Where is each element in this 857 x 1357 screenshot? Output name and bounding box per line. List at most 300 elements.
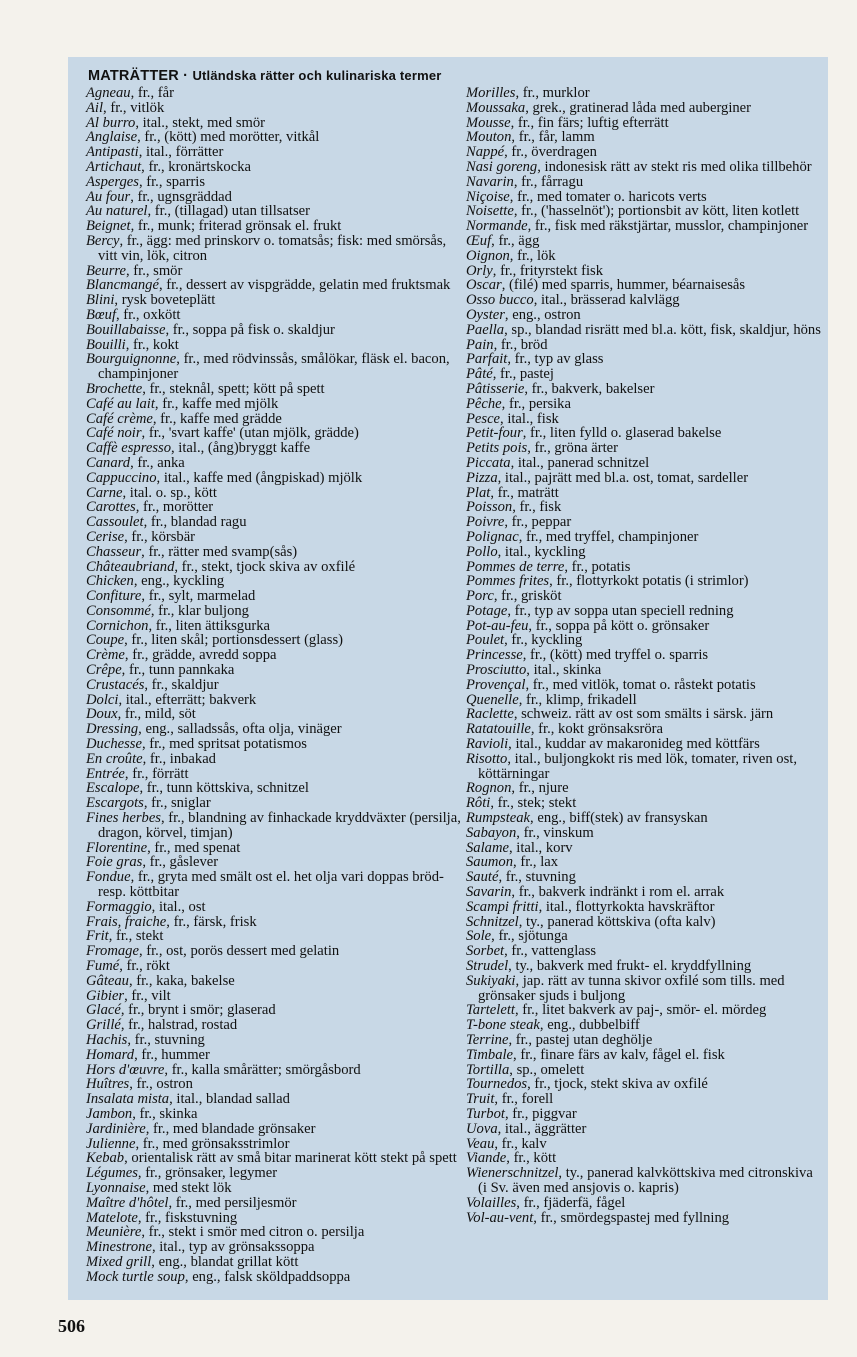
entry-term: Porc <box>466 588 494 605</box>
entry-term: Osso bucco <box>466 292 534 309</box>
entry-term: Au naturel <box>86 203 148 220</box>
glossary-entry <box>466 249 822 264</box>
glossary-entry <box>86 1181 462 1196</box>
entry-definition: , ital., flottyrkokta havskräftor <box>538 898 715 915</box>
entry-term: Bœuf <box>86 306 116 323</box>
entry-definition: , ital., brässerad kalvlägg <box>533 292 680 309</box>
glossary-entry <box>466 545 822 560</box>
entry-definition: , fr., frityrstekt fisk <box>492 262 604 279</box>
entry-term: Pain <box>466 336 494 353</box>
entry-term: Carne <box>86 484 123 501</box>
entry-term: Insalata mista <box>86 1091 170 1108</box>
glossary-entry <box>466 190 822 205</box>
entry-definition: , fr., dessert av vispgrädde, gelatin med fruktsmak <box>158 277 451 294</box>
entry-definition: , fr., med vitlök, tomat o. råstekt potatis <box>525 676 756 693</box>
entry-term: Florentine <box>86 839 148 856</box>
entry-term: Minestrone <box>86 1239 152 1256</box>
glossary-entry <box>86 900 462 915</box>
glossary-entry <box>86 130 462 145</box>
entry-definition: , orientalisk rätt av små bitar marinerat kött stekt på spett <box>124 1150 457 1167</box>
entry-term: Consommé <box>86 602 151 619</box>
entry-term: Rognon <box>466 780 512 797</box>
glossary-entry <box>466 885 822 900</box>
entry-definition: , fr., inbakad <box>142 750 216 767</box>
glossary-entry <box>466 959 822 974</box>
entry-term: Oignon <box>466 247 510 264</box>
glossary-entry <box>86 426 462 441</box>
entry-term: Pâtisserie <box>466 380 525 397</box>
glossary-entry <box>466 870 822 885</box>
entry-definition: , fr., soppa på kött o. grönsaker <box>528 617 710 634</box>
glossary-entry <box>86 382 462 397</box>
glossary-entry <box>466 264 822 279</box>
entry-term: Pollo <box>466 543 498 560</box>
glossary-entry <box>466 900 822 915</box>
entry-definition: , schweiz. rätt av ost som smälts i särsk. järn <box>513 706 774 723</box>
entry-definition: , fr., liten skål; portionsdessert (glass) <box>124 632 343 649</box>
glossary-entry <box>466 1122 822 1137</box>
entry-term: Frais, fraiche <box>86 913 167 930</box>
entry-term: Strudel <box>466 958 509 975</box>
entry-definition: , fr., gåslever <box>142 854 219 871</box>
entry-definition: , fr., maträtt <box>490 484 559 501</box>
entry-term: Crêpe <box>86 662 122 679</box>
entry-term: Matelote <box>86 1209 138 1226</box>
glossary-entry <box>466 219 822 234</box>
entry-term: Niçoise <box>466 188 510 205</box>
glossary-entry <box>466 412 822 427</box>
entry-term: Œuf <box>466 232 492 249</box>
glossary-entry <box>86 219 462 234</box>
entry-definition: , fr., pastej utan deghölje <box>508 1032 653 1048</box>
entry-term: Crustacés <box>86 676 145 693</box>
entry-definition: , fr., steknål, spett; kött på spett <box>142 380 325 397</box>
entry-term: Hachis <box>86 1032 128 1048</box>
glossary-entry <box>86 678 462 693</box>
entry-definition: , fr., får, lamm <box>511 129 595 146</box>
glossary-entry <box>466 278 822 293</box>
entry-definition: , fr., flottyrkokt potatis (i strimlor) <box>549 573 749 590</box>
glossary-entry <box>86 915 462 930</box>
entry-definition: , fr., murklor <box>515 85 590 101</box>
entry-term: Timbale <box>466 1046 514 1063</box>
entry-definition: , fr., fårragu <box>513 173 584 190</box>
glossary-entry <box>86 1151 462 1166</box>
entry-definition: , fr., med blandade grönsaker <box>145 1120 316 1137</box>
glossary-entry <box>86 752 462 767</box>
glossary-entry <box>466 1063 822 1078</box>
glossary-entry <box>466 1077 822 1092</box>
glossary-entry <box>86 412 462 427</box>
glossary-entry <box>466 811 822 826</box>
entry-definition: , fr., vitlök <box>103 99 165 116</box>
glossary-entry <box>466 648 822 663</box>
entry-definition: , ital., kaffe med (ångpiskad) mjölk <box>156 469 363 486</box>
glossary-entry <box>86 530 462 545</box>
entry-term: Lyonnaise <box>86 1179 146 1196</box>
entry-term: Ravioli <box>466 736 509 753</box>
entry-term: Poivre <box>466 514 505 531</box>
entry-definition: , fr., peppar <box>504 514 572 531</box>
entry-term: Brochette <box>86 380 143 397</box>
entry-definition: , ital., typ av grönsakssoppa <box>151 1239 315 1256</box>
entry-definition: , fr., med spritsat potatismos <box>141 736 307 753</box>
entry-term: Nappé <box>466 144 505 161</box>
glossary-entry <box>466 737 822 752</box>
glossary-entry <box>466 1048 822 1063</box>
glossary-entry <box>86 619 462 634</box>
entry-definition: , fr., färsk, frisk <box>166 913 257 930</box>
glossary-entry <box>86 190 462 205</box>
entry-definition: , fr., anka <box>130 454 185 471</box>
entry-term: Poulet <box>466 632 505 649</box>
entry-term: Foie gras <box>86 854 143 871</box>
entry-term: Vol-au-vent <box>466 1209 534 1226</box>
entry-term: Coupe <box>86 632 125 649</box>
entry-definition: , fr., kaka, bakelse <box>128 972 235 989</box>
glossary-entry <box>86 471 462 486</box>
entry-term: Cornichon <box>86 617 149 634</box>
entry-definition: , sp., omelett <box>509 1061 585 1078</box>
entry-definition: , fr., med persiljesmör <box>168 1194 297 1211</box>
glossary-entry <box>86 175 462 190</box>
glossary-entry <box>466 308 822 323</box>
glossary-entry <box>86 1107 462 1122</box>
entry-definition: , fr., kalla smårätter; smörgåsbord <box>164 1061 361 1078</box>
glossary-entry <box>466 530 822 545</box>
glossary-entry <box>86 1166 462 1181</box>
glossary-entry <box>466 604 822 619</box>
glossary-entry <box>466 560 822 575</box>
entry-definition: , jap. rätt av tunna skivor oxfilé som tills. med grönsaker sjuds i buljong <box>478 972 785 1004</box>
entry-term: Oyster <box>466 306 505 323</box>
entry-definition: , eng., ostron <box>504 306 581 323</box>
entry-definition: , fr., ugnsgräddad <box>130 188 232 205</box>
glossary-entry <box>466 1211 822 1226</box>
entry-definition: , fr., kaffe med mjölk <box>154 395 279 412</box>
glossary-entry <box>86 648 462 663</box>
entry-definition: , fr., (kött) med morötter, vitkål <box>137 129 320 146</box>
glossary-entry <box>466 145 822 160</box>
glossary-entry <box>86 352 462 382</box>
entry-definition: , fr., tjock, stekt skiva av oxfilé <box>527 1076 708 1093</box>
entry-definition: , fr., litet bakverk av paj-, smör- el. mördeg <box>514 1002 767 1019</box>
entry-definition: , fr., med tryffel, champinjoner <box>518 528 699 545</box>
glossary-entry <box>86 841 462 856</box>
glossary-entry <box>466 101 822 116</box>
entry-term: Blini <box>86 292 115 309</box>
entry-term: Raclette <box>466 706 514 723</box>
glossary-entry <box>466 130 822 145</box>
glossary-entry <box>466 204 822 219</box>
glossary-entry <box>86 1225 462 1240</box>
glossary-entry <box>86 1240 462 1255</box>
glossary-entry <box>466 441 822 456</box>
glossary-entry <box>86 959 462 974</box>
glossary-entry <box>86 397 462 412</box>
glossary-entry <box>86 767 462 782</box>
glossary-entry <box>466 915 822 930</box>
entry-term: Café au lait <box>86 395 155 412</box>
entry-definition: , fr., ost, porös dessert med gelatin <box>138 943 340 960</box>
entry-definition: , ital., efterrätt; bakverk <box>118 691 257 708</box>
entry-definition: , fr., potatis <box>564 558 631 575</box>
entry-definition: , ital., stekt, med smör <box>135 114 266 131</box>
entry-term: Al burro <box>86 114 136 131</box>
entry-definition: , rysk boveteplätt <box>114 292 216 309</box>
entry-definition: , fr., blandning av finhackade kryddväxter (persilja, dragon, körvel, timjan) <box>98 810 461 841</box>
entry-term: Blancmangé <box>86 277 159 294</box>
entry-term: Petits pois <box>466 440 528 457</box>
entry-definition: , med stekt lök <box>145 1179 232 1196</box>
entry-term: Wienerschnitzel <box>466 1165 559 1182</box>
entry-term: Veau <box>466 1135 495 1152</box>
entry-definition: , fr., typ av soppa utan speciell redning <box>507 602 734 619</box>
entry-definition: , ty., bakverk med frukt- el. kryddfyllning <box>508 958 752 975</box>
entry-term: Sorbet <box>466 943 505 960</box>
glossary-entry <box>86 989 462 1004</box>
entry-term: Hors d'œuvre <box>86 1061 165 1078</box>
entry-definition: , fr., ägg: med prinskorv o. tomatsås; fisk: med smörsås, vitt vin, lök, citron <box>98 232 447 264</box>
glossary-entry <box>86 944 462 959</box>
entry-definition: , fr., sjötunga <box>491 928 568 945</box>
entry-term: Légumes <box>86 1165 138 1182</box>
entry-term: Viande <box>466 1150 507 1167</box>
entry-term: T-bone steak <box>466 1017 540 1034</box>
entry-definition: , fr., kyckling <box>504 632 583 649</box>
glossary-entry <box>466 574 822 589</box>
glossary-entry <box>86 234 462 264</box>
entry-definition: , fr., får <box>130 85 174 101</box>
glossary-entry <box>466 1003 822 1018</box>
entry-term: Uova <box>466 1120 498 1137</box>
entry-definition: , fr., morötter <box>135 499 214 516</box>
entry-definition: , fr., fin färs; luftig efterrätt <box>510 114 669 131</box>
entry-term: Chasseur <box>86 543 142 560</box>
glossary-entry <box>86 204 462 219</box>
entry-definition: , fr., rätter med svamp(sås) <box>141 543 298 560</box>
entry-term: Pot-au-feu <box>466 617 529 634</box>
glossary-entry <box>86 1003 462 1018</box>
glossary-entry <box>86 1092 462 1107</box>
entry-term: Fines herbes <box>86 810 161 827</box>
entry-term: Formaggio <box>86 898 152 915</box>
glossary-entry <box>86 589 462 604</box>
entry-term: Homard <box>86 1046 135 1063</box>
glossary-entry <box>86 1270 462 1285</box>
entry-term: Rôti <box>466 795 491 812</box>
entry-term: Provençal <box>466 676 526 693</box>
entry-definition: , fr., sparris <box>138 173 206 190</box>
entry-term: Pâté <box>466 366 493 383</box>
entry-term: Caffè espresso <box>86 440 171 457</box>
glossary-entry <box>466 589 822 604</box>
heading-title: MATRÄTTER <box>88 68 179 84</box>
entry-term: Nasi goreng <box>466 158 538 175</box>
entry-definition: , ital., förrätter <box>138 144 224 161</box>
entry-term: Cassoulet <box>86 514 144 531</box>
entry-definition: , fr., fjäderfä, fågel <box>516 1194 626 1211</box>
entry-definition: , fr., oxkött <box>116 306 181 323</box>
glossary-entry <box>86 308 462 323</box>
entry-definition: , fr., stekt <box>108 928 164 945</box>
entry-definition: , fr., blandad ragu <box>143 514 247 531</box>
glossary-entry <box>86 1137 462 1152</box>
glossary-entry <box>86 1255 462 1270</box>
glossary-entry <box>86 633 462 648</box>
entry-definition: , fr., typ av glass <box>507 351 604 368</box>
entry-definition: , fr., hummer <box>134 1046 210 1063</box>
entry-definition: , fr., pastej <box>492 366 554 383</box>
entry-term: Ratatouille <box>466 721 531 738</box>
glossary-entry <box>86 929 462 944</box>
entry-definition: , ital., pajrätt med bl.a. ost, tomat, sardeller <box>497 469 749 486</box>
entry-definition: , fr., finare färs av kalv, fågel el. fisk <box>513 1046 725 1063</box>
entry-definition: , eng., falsk sköldpaddsoppa <box>184 1268 351 1285</box>
entry-term: Poisson <box>466 499 513 516</box>
entry-term: Cerise <box>86 528 125 545</box>
glossary-entry <box>86 278 462 293</box>
entry-definition: , ty., panerad kalvköttskiva med citronskiva (i Sv. även med ansjovis o. kapris) <box>478 1165 813 1196</box>
entry-definition: , indonesisk rätt av stekt ris med olika tillbehör <box>537 158 812 175</box>
entry-term: Noisette <box>466 203 514 220</box>
glossary-entry <box>466 1196 822 1211</box>
glossary-entry <box>466 160 822 175</box>
entry-definition: , fr., stekt, tjock skiva av oxfilé <box>174 558 356 575</box>
entry-term: Escalope <box>86 780 140 797</box>
glossary-entry <box>466 855 822 870</box>
glossary-entry <box>86 1063 462 1078</box>
entry-term: Doux <box>86 706 118 723</box>
glossary-entry <box>466 1166 822 1196</box>
entry-term: Bouillabaisse <box>86 321 166 338</box>
entry-term: Tartelett <box>466 1002 515 1019</box>
entry-definition: , ital., skinka <box>526 662 602 679</box>
entry-term: Entrée <box>86 765 125 782</box>
glossary-entry <box>86 560 462 575</box>
entry-definition: , fr., klimp, frikadell <box>518 691 637 708</box>
entry-term: Mock turtle soup <box>86 1268 185 1285</box>
entry-term: Gâteau <box>86 972 129 989</box>
glossary-entry <box>466 116 822 131</box>
entry-term: Pommes de terre <box>466 558 565 575</box>
entry-term: Beurre <box>86 262 126 279</box>
entry-definition: , fr., (tillagad) utan tillsatser <box>147 203 310 220</box>
entry-term: Turbot <box>466 1105 505 1122</box>
entry-term: Pizza <box>466 469 498 486</box>
entry-term: Jambon <box>86 1105 133 1122</box>
entry-definition: , fr., liten fylld o. glaserad bakelse <box>522 425 722 442</box>
glossary-entry <box>466 693 822 708</box>
glossary-entry <box>86 545 462 560</box>
entry-definition: , ital., korv <box>508 839 573 856</box>
entry-definition: , fr., halstrad, rostad <box>120 1017 238 1034</box>
left-column <box>86 86 462 1285</box>
entry-term: Parfait <box>466 351 508 368</box>
glossary-entry <box>466 175 822 190</box>
glossary-entry <box>86 574 462 589</box>
glossary-entry <box>86 1122 462 1137</box>
entry-term: Pesce <box>466 410 501 427</box>
entry-term: Tortilla <box>466 1061 510 1078</box>
glossary-entry <box>466 781 822 796</box>
entry-definition: , ital., (ång)bryggt kaffe <box>171 440 311 457</box>
entry-definition: , fr., bakverk indränkt i rom el. arrak <box>511 884 725 901</box>
entry-term: Normande <box>466 218 528 235</box>
glossary-entry <box>86 338 462 353</box>
glossary-entry <box>86 604 462 619</box>
entry-term: Sole <box>466 928 492 945</box>
entry-definition: , fr., ägg <box>491 232 540 249</box>
entry-term: Gibier <box>86 987 125 1004</box>
entry-definition: , grek., gratinerad låda med auberginer <box>525 99 752 116</box>
entry-term: Quenelle <box>466 691 519 708</box>
glossary-entry <box>466 397 822 412</box>
entry-definition: , ital., äggrätter <box>497 1120 587 1137</box>
glossary-entry <box>86 160 462 175</box>
glossary-entry <box>466 367 822 382</box>
entry-definition: , fr., soppa på fisk o. skaldjur <box>165 321 335 338</box>
entry-term: Dressing <box>86 721 139 738</box>
entry-term: Dolci <box>86 691 119 708</box>
glossary-entry <box>86 293 462 308</box>
glossary-entry <box>86 663 462 678</box>
glossary-entry <box>86 722 462 737</box>
entry-term: Chicken <box>86 573 134 590</box>
entry-term: Maître d'hôtel <box>86 1194 169 1211</box>
entry-definition: , fr., fiskstuvning <box>137 1209 238 1226</box>
entry-term: Saumon <box>466 854 514 871</box>
entry-term: Navarin <box>466 173 514 190</box>
entry-term: Canard <box>86 454 131 471</box>
glossary-entry <box>86 1196 462 1211</box>
entry-term: Mousse <box>466 114 511 131</box>
entry-term: Schnitzel <box>466 913 519 930</box>
entry-definition: , fr., gröna ärter <box>527 440 618 457</box>
entry-definition: , ital., kuddar av makaronideg med köttfärs <box>508 736 760 753</box>
entry-definition: , fr., brynt i smör; glaserad <box>120 1002 276 1019</box>
glossary-entry <box>466 500 822 515</box>
entry-definition: , fr., med rödvinssås, smålökar, fläsk el. bacon, champinjoner <box>98 351 450 383</box>
entry-term: Terrine <box>466 1032 509 1048</box>
entry-term: Escargots <box>86 795 144 812</box>
glossary-entry <box>466 515 822 530</box>
entry-term: Huîtres <box>86 1076 130 1093</box>
entry-definition: , fr., vattenglass <box>504 943 597 960</box>
glossary-entry <box>86 1048 462 1063</box>
entry-definition: , fr., grädde, avredd soppa <box>124 647 277 664</box>
entry-definition: , (filé) med sparris, hummer, béarnaisesås <box>501 277 746 294</box>
entry-definition: , fr., stek; stekt <box>490 795 577 812</box>
entry-definition: , fr., kalv <box>494 1135 547 1152</box>
glossary-entry <box>466 678 822 693</box>
glossary-entry <box>466 826 822 841</box>
glossary-entry <box>86 855 462 870</box>
entry-definition: , fr., överdragen <box>504 144 597 161</box>
entry-definition: , fr., liten ättiksgurka <box>148 617 271 634</box>
entry-definition: , fr., bakverk, bakelser <box>524 380 655 397</box>
glossary-entry <box>86 116 462 131</box>
glossary-entry <box>466 1033 822 1048</box>
entry-term: Tournedos <box>466 1076 528 1093</box>
right-column <box>466 86 822 1225</box>
glossary-entry <box>466 486 822 501</box>
entry-definition: , fr., kokt grönsaksröra <box>530 721 663 738</box>
entry-definition: , fr., smördegspastej med fyllning <box>533 1209 730 1226</box>
entry-definition: , eng., kyckling <box>133 573 225 590</box>
entry-definition: , fr., stekt i smör med citron o. persilja <box>141 1224 365 1241</box>
entry-definition: , fr., kokt <box>125 336 179 353</box>
